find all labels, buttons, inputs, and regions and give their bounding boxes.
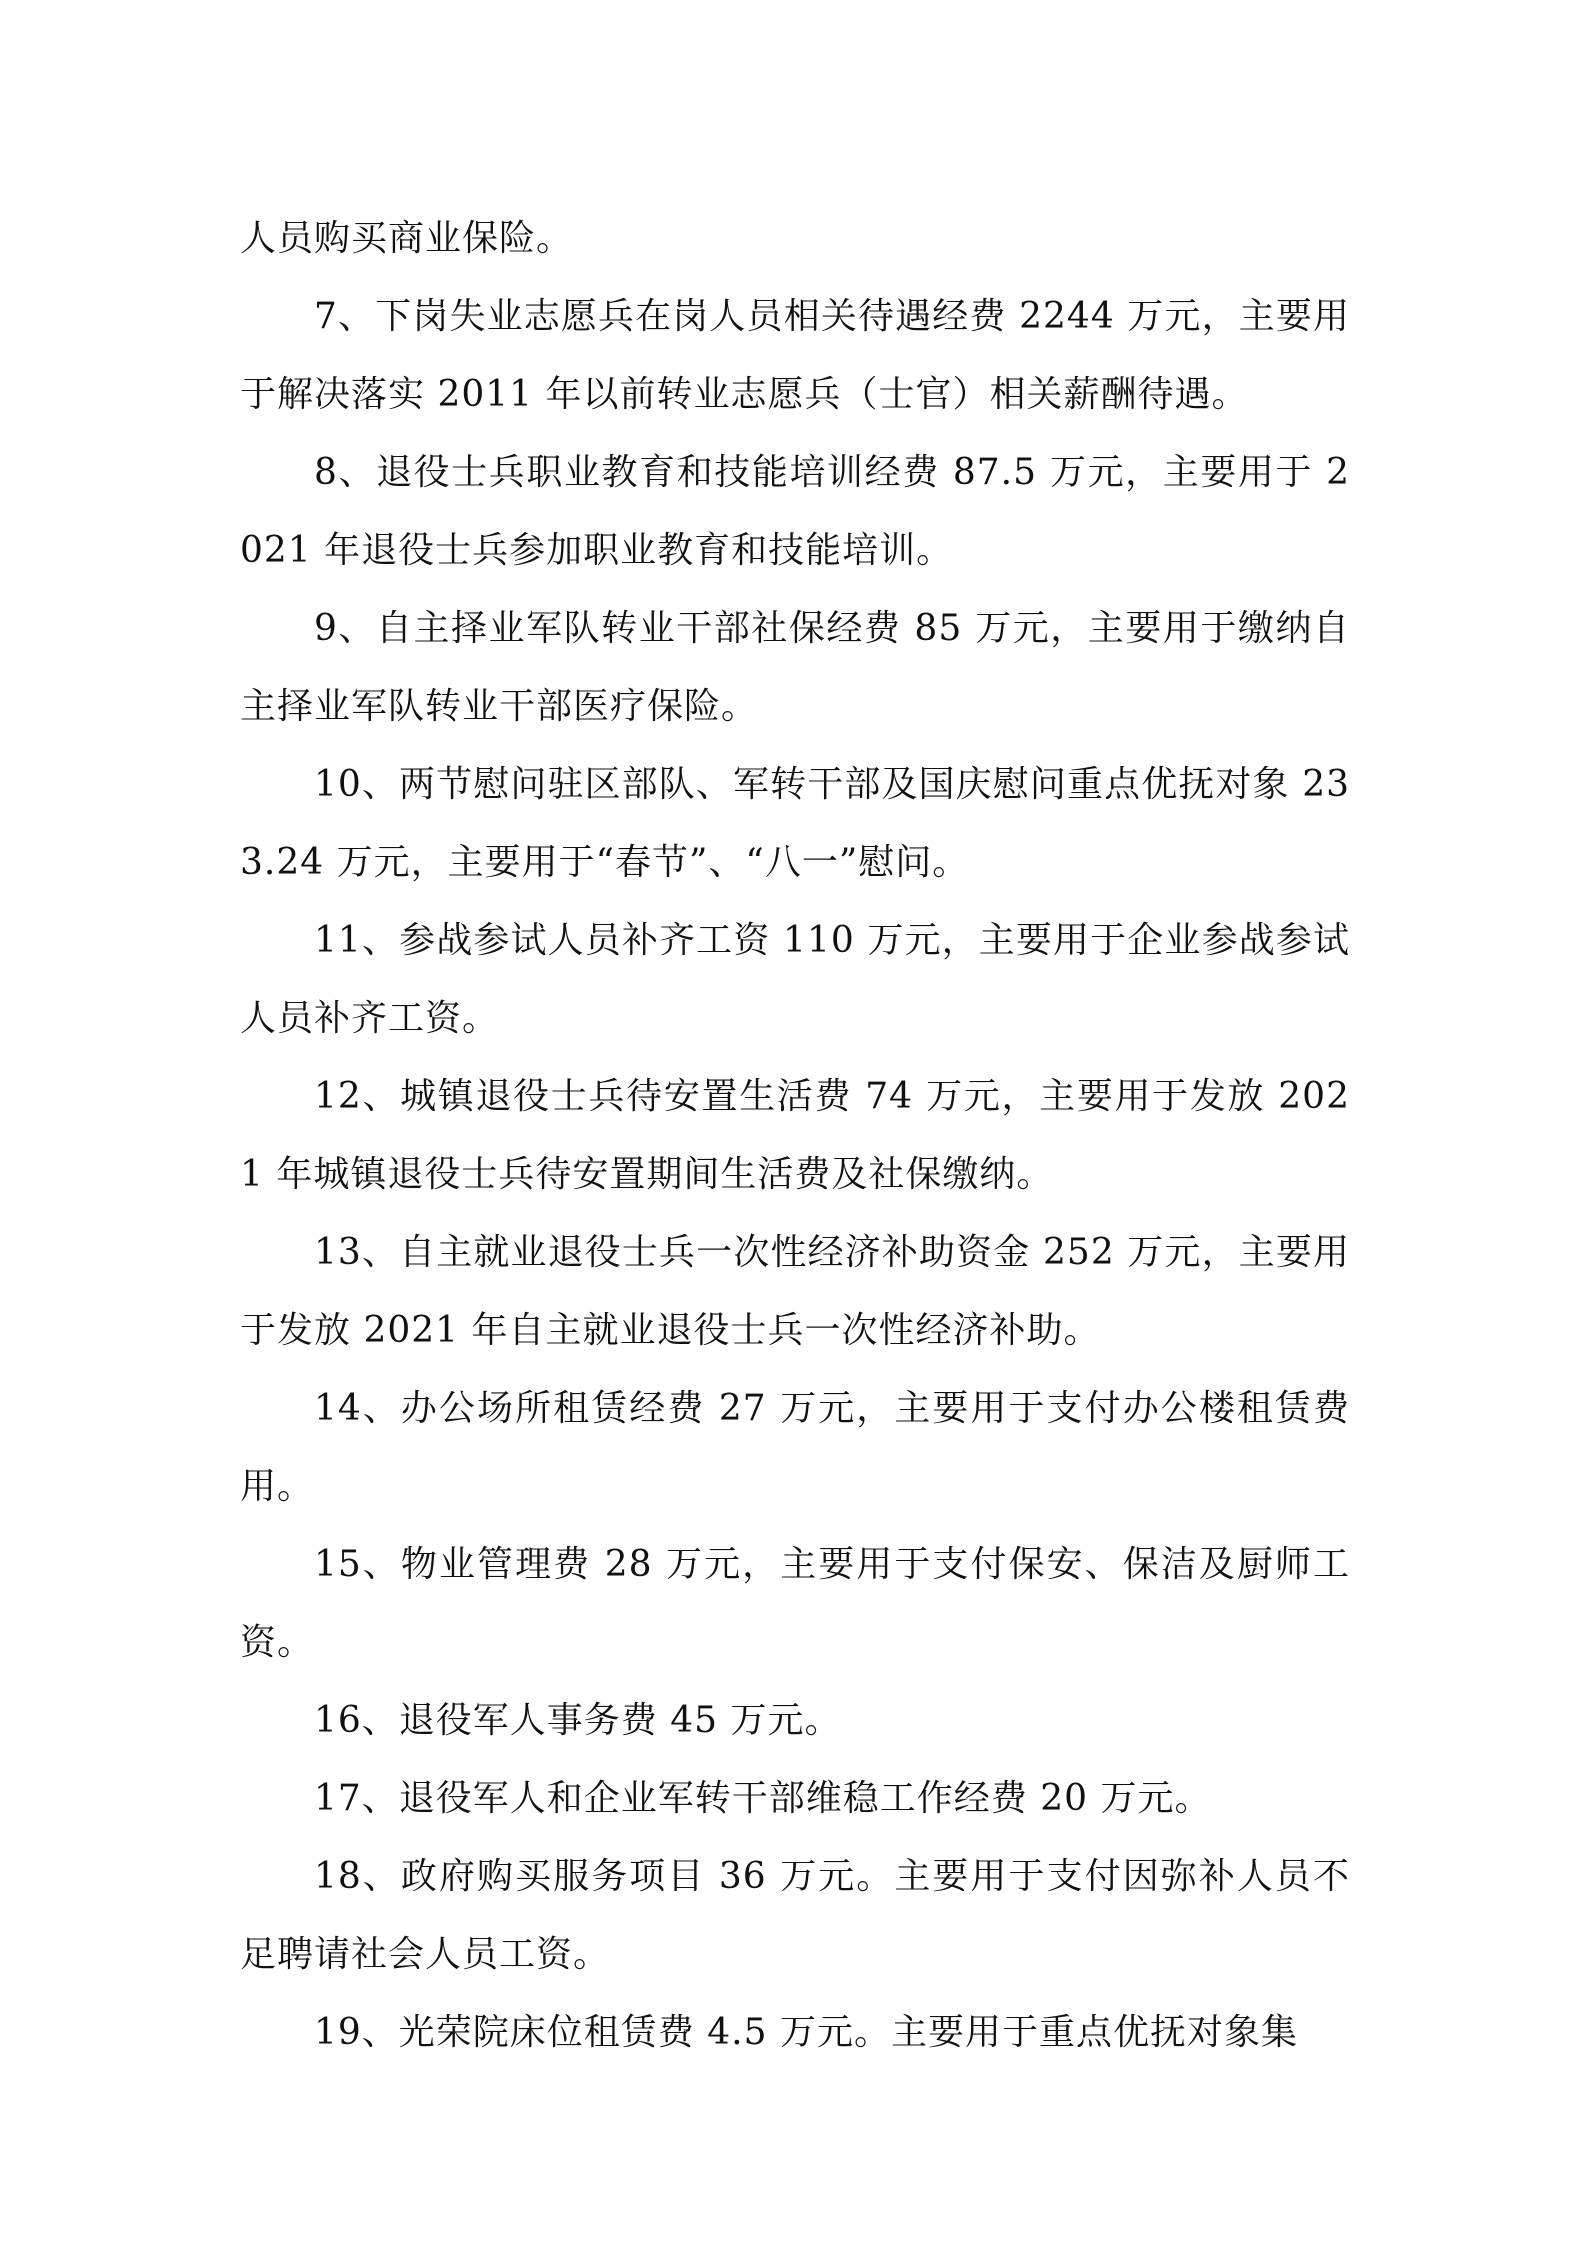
paragraph-item-15: 15、物业管理费 28 万元，主要用于支付保安、保洁及厨师工资。 [240,1544,1350,1663]
paragraph-continuation: 人员购买商业保险。 [240,218,574,259]
paragraph-item-14: 14、办公场所租赁经费 27 万元，主要用于支付办公楼租赁费用。 [240,1388,1350,1507]
document-body [240,200,1350,2072]
paragraph-item-8: 8、退役士兵职业教育和技能培训经费 87.5 万元，主要用于 2021 年退役士兵参加职业教育和技能培训。 [240,452,1350,571]
paragraph-item-11: 11、参战参试人员补齐工资 110 万元，主要用于企业参战参试人员补齐工资。 [240,920,1350,1039]
paragraph-item-7: 7、下岗失业志愿兵在岗人员相关待遇经费 2244 万元，主要用于解决落实 2011 年以前转业志愿兵（士官）相关薪酬待遇。 [240,296,1350,415]
paragraph-item-17: 17、退役军人和企业军转干部维稳工作经费 20 万元。 [314,1778,1212,1819]
paragraph-item-9: 9、自主择业军队转业干部社保经费 85 万元，主要用于缴纳自主择业军队转业干部医疗保险。 [240,608,1350,727]
paragraph-item-13: 13、自主就业退役士兵一次性经济补助资金 252 万元，主要用于发放 2021 年自主就业退役士兵一次性经济补助。 [240,1232,1350,1351]
paragraph-item-19: 19、光荣院床位租赁费 4.5 万元。主要用于重点优抚对象集 [314,2012,1298,2053]
paragraph-item-18: 18、政府购买服务项目 36 万元。主要用于支付因弥补人员不足聘请社会人员工资。 [240,1856,1350,1975]
paragraph-item-10: 10、两节慰问驻区部队、军转干部及国庆慰问重点优抚对象 233.24 万元，主要用于“春节”、“八一”慰问。 [240,764,1350,883]
paragraph-item-12: 12、城镇退役士兵待安置生活费 74 万元，主要用于发放 2021 年城镇退役士兵待安置期间生活费及社保缴纳。 [240,1076,1350,1195]
paragraph-item-16: 16、退役军人事务费 45 万元。 [314,1700,842,1741]
